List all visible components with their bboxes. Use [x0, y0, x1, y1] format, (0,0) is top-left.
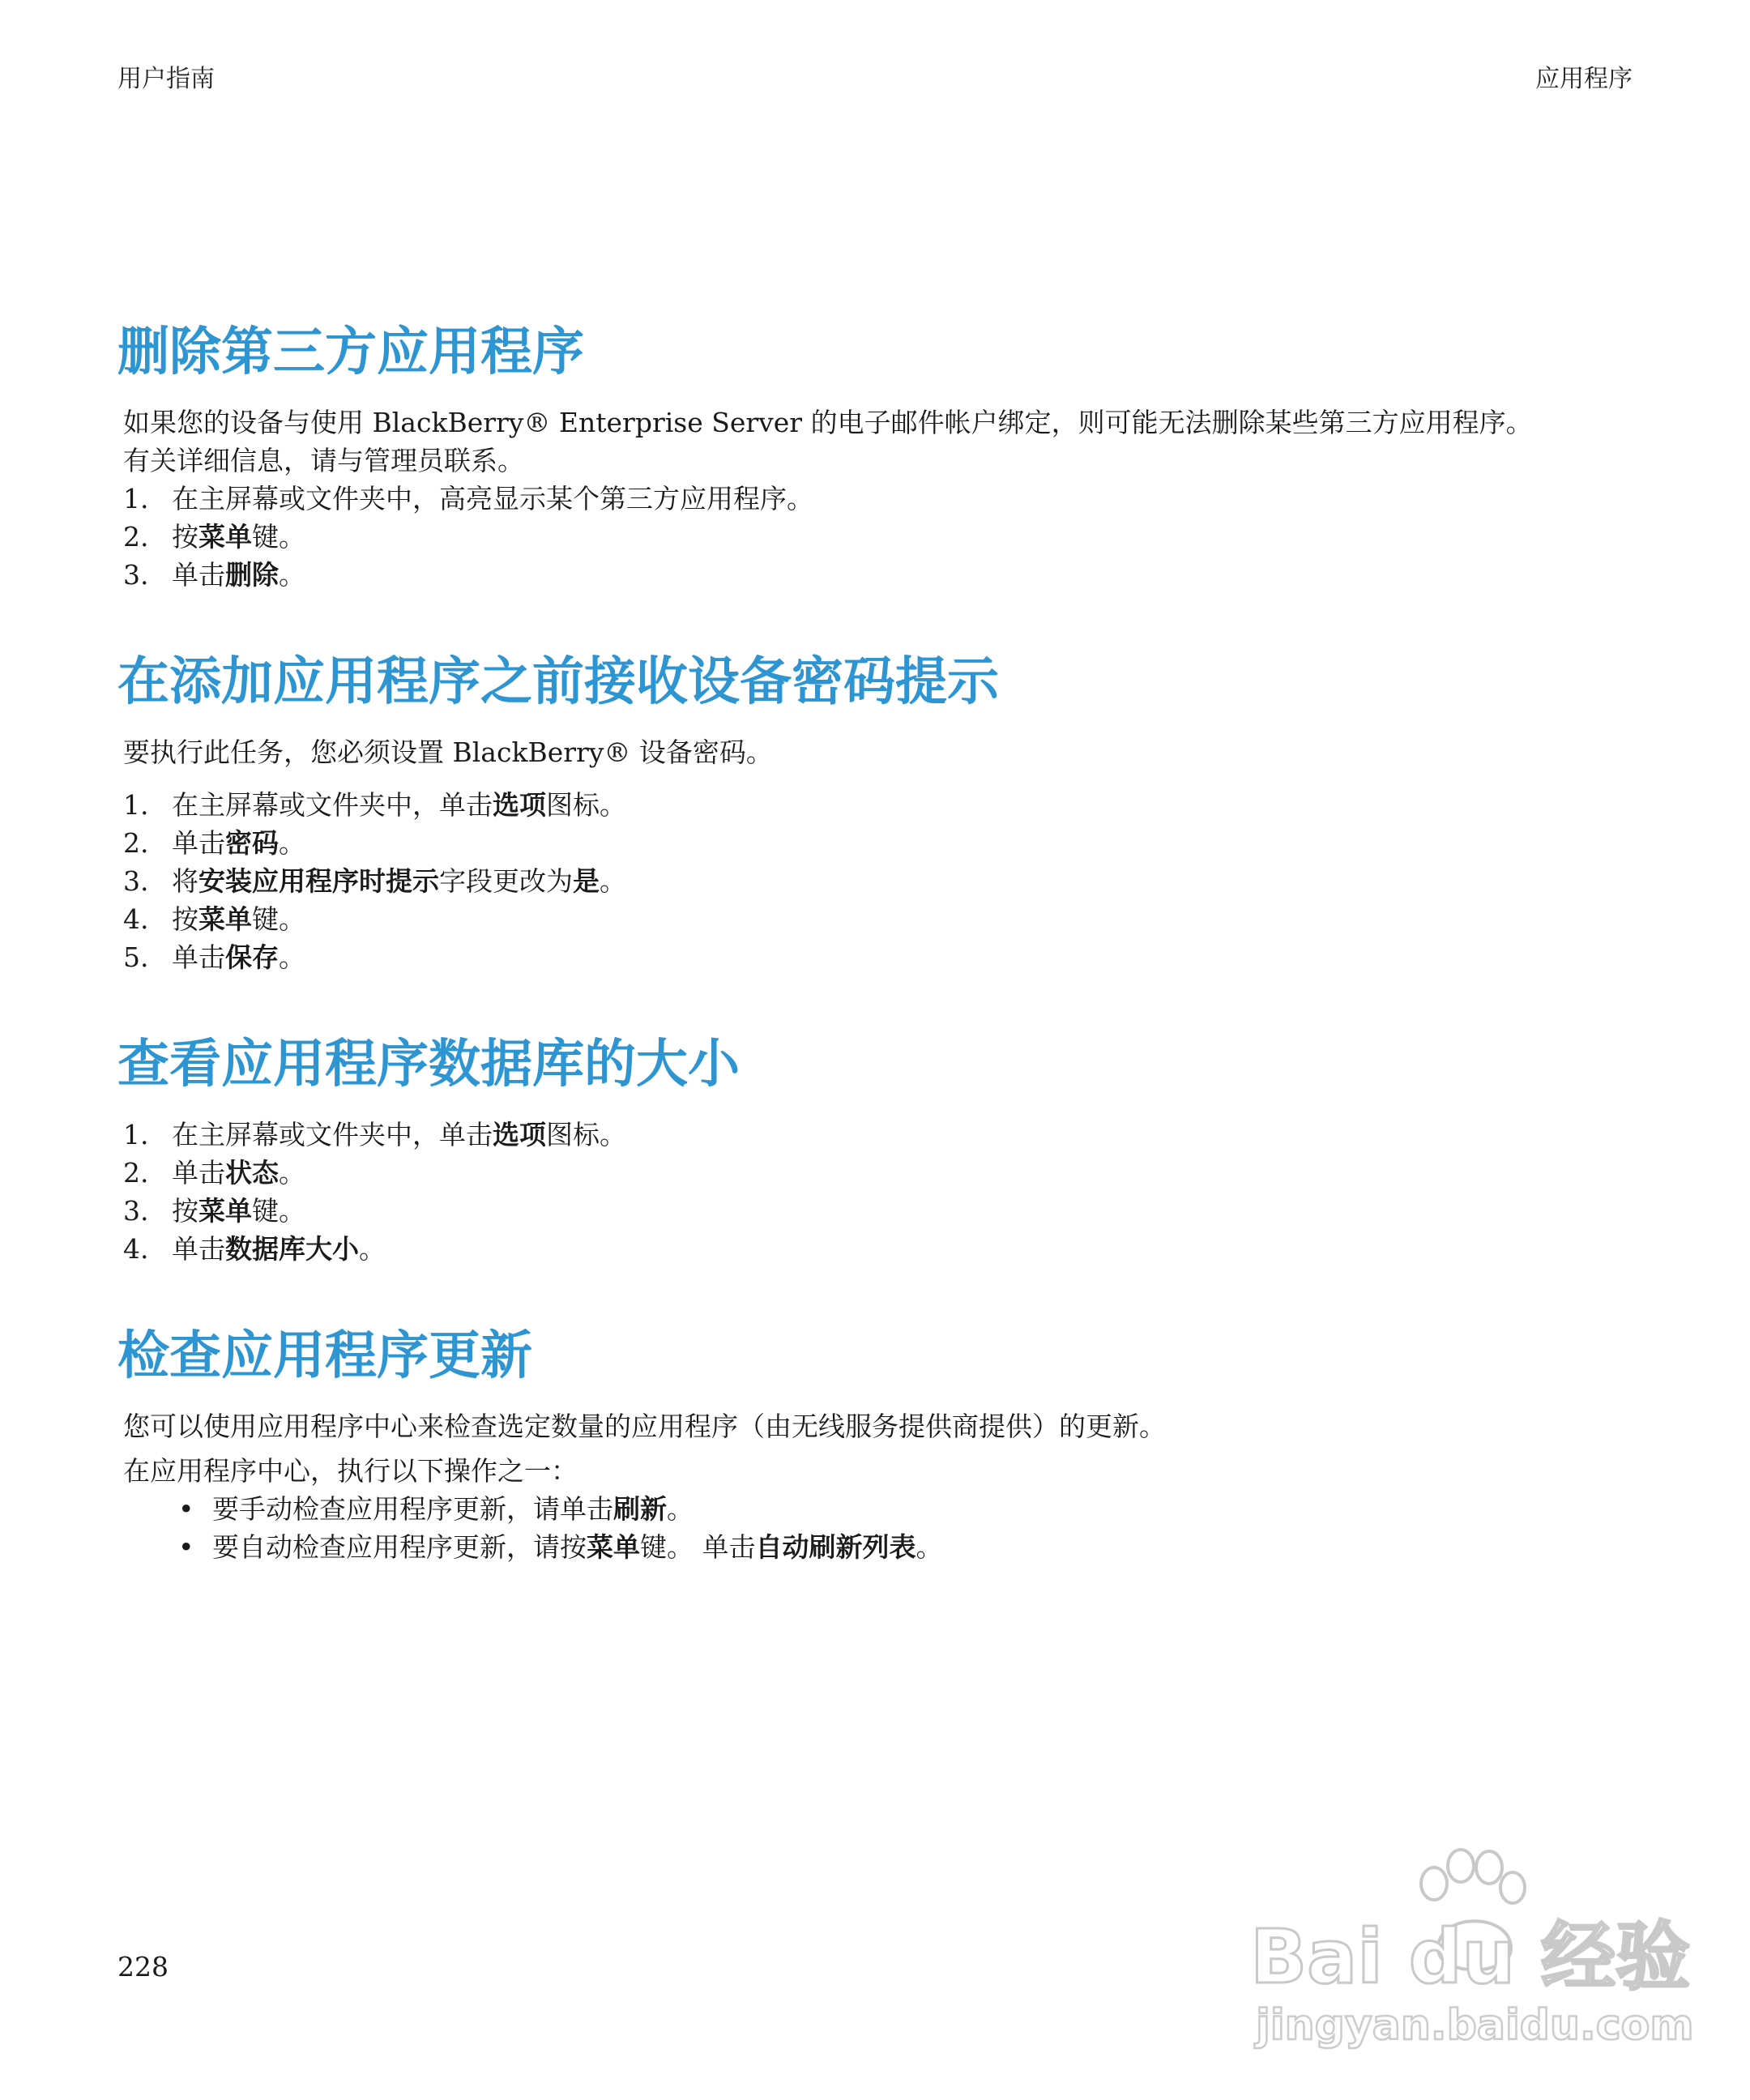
step-item	[117, 1230, 1649, 1268]
step-item	[117, 480, 1649, 518]
step-number: 5.	[123, 941, 149, 973]
ui-term: 自动刷新列表	[755, 1531, 916, 1563]
step-item	[117, 556, 1649, 594]
ui-term: 菜单	[198, 521, 252, 553]
bullet-icon: •	[178, 1531, 194, 1563]
step-item	[117, 1116, 1649, 1154]
body-paragraph: 要执行此任务，您必须设置 BlackBerry® 设备密码。	[123, 736, 773, 768]
step-text: 将	[172, 865, 198, 897]
step-number: 3.	[123, 1195, 149, 1227]
ui-term: 刷新	[613, 1493, 667, 1525]
step-number: 3.	[123, 865, 149, 897]
bullet-text: 要手动检查应用程序更新，请单击	[212, 1493, 613, 1525]
bullet-text: 要自动检查应用程序更新，请按	[212, 1531, 587, 1563]
ui-term: 选项	[493, 1119, 546, 1150]
step-number: 1.	[123, 789, 149, 821]
step-list	[117, 786, 1649, 976]
step-text: 单击	[172, 1233, 225, 1265]
step-number: 2.	[123, 1157, 149, 1189]
bullet-item	[117, 1490, 1649, 1528]
ui-term: 安装应用程序时提示	[198, 865, 439, 897]
step-item	[117, 1154, 1649, 1192]
section-database-size	[117, 1028, 1649, 1268]
step-item	[117, 518, 1649, 556]
section-heading: 删除第三方应用程序	[117, 322, 584, 382]
step-text: 键。	[252, 521, 305, 553]
step-item	[117, 938, 1649, 976]
baidu-jingyan-watermark	[1244, 1827, 1694, 2070]
step-text: 单击	[172, 941, 225, 973]
step-text: 。	[359, 1233, 386, 1265]
ui-term: 菜单	[198, 1195, 252, 1227]
step-item	[117, 900, 1649, 938]
watermark-brand: Bai du 经验	[1250, 1914, 1691, 2000]
ui-term: 是	[573, 865, 600, 897]
step-text: 按	[172, 1195, 198, 1227]
ui-term: 数据库大小	[225, 1233, 359, 1265]
ui-term: 删除	[225, 559, 279, 591]
page-content	[117, 316, 1649, 1618]
body-paragraph: 您可以使用应用程序中心来检查选定数量的应用程序（由无线服务提供商提供）的更新。	[123, 1411, 1166, 1442]
ui-term: 状态	[225, 1157, 279, 1189]
section-heading: 查看应用程序数据库的大小	[117, 1035, 740, 1095]
step-text: 键。	[252, 903, 305, 935]
step-number: 4.	[123, 903, 149, 935]
step-text: 字段更改为	[439, 865, 573, 897]
body-paragraph: 在应用程序中心，执行以下操作之一：	[123, 1455, 578, 1487]
step-text: 键。	[252, 1195, 305, 1227]
ui-term: 选项	[493, 789, 546, 821]
step-text: 。	[279, 827, 305, 859]
step-number: 1.	[123, 483, 149, 514]
step-number: 4.	[123, 1233, 149, 1265]
step-number: 1.	[123, 1119, 149, 1150]
step-text: 单击	[172, 559, 225, 591]
step-text: 。	[279, 559, 305, 591]
step-text: 。	[279, 941, 305, 973]
ui-term: 保存	[225, 941, 279, 973]
page-number: 228	[117, 1951, 169, 1983]
step-text: 。	[600, 865, 626, 897]
bullet-text: 。	[916, 1531, 943, 1563]
ui-term: 菜单	[587, 1531, 640, 1563]
section-password-prompt	[117, 646, 1649, 976]
bullet-icon: •	[178, 1493, 194, 1525]
step-item	[117, 1192, 1649, 1230]
ui-term: 密码	[225, 827, 279, 859]
step-text: 图标。	[546, 789, 626, 821]
watermark-url: jingyan.baidu.com	[1256, 2001, 1694, 2050]
step-text: 按	[172, 903, 198, 935]
step-list	[117, 480, 1649, 594]
bullet-text: 键。 单击	[640, 1531, 756, 1563]
step-number: 2.	[123, 827, 149, 859]
step-item	[117, 786, 1649, 824]
section-check-updates	[117, 1320, 1649, 1566]
step-text: 单击	[172, 1157, 225, 1189]
step-text: 按	[172, 521, 198, 553]
step-text: 在主屏幕或文件夹中，单击	[172, 789, 493, 821]
section-delete-third-party-app	[117, 316, 1649, 594]
step-item	[117, 824, 1649, 862]
step-item	[117, 862, 1649, 900]
step-number: 3.	[123, 559, 149, 591]
step-list	[117, 1116, 1649, 1268]
body-paragraph: 有关详细信息，请与管理员联系。	[123, 445, 524, 476]
bullet-item	[117, 1528, 1649, 1566]
body-paragraph: 如果您的设备与使用 BlackBerry® Enterprise Server 的电子邮件帐户绑定，则可能无法删除某些第三方应用程序。	[123, 407, 1533, 438]
section-heading: 检查应用程序更新	[117, 1326, 532, 1386]
bullet-text: 。	[667, 1493, 694, 1525]
step-text: 在主屏幕或文件夹中，单击	[172, 1119, 493, 1150]
ui-term: 菜单	[198, 903, 252, 935]
running-header-left: 用户指南	[117, 65, 215, 93]
step-text: 图标。	[546, 1119, 626, 1150]
section-heading: 在添加应用程序之前接收设备密码提示	[117, 652, 999, 712]
step-text: 。	[279, 1157, 305, 1189]
bullet-list	[117, 1490, 1649, 1566]
running-header-right: 应用程序	[1535, 65, 1633, 93]
step-text: 单击	[172, 827, 225, 859]
step-text: 在主屏幕或文件夹中，高亮显示某个第三方应用程序。	[172, 483, 813, 514]
step-number: 2.	[123, 521, 149, 553]
